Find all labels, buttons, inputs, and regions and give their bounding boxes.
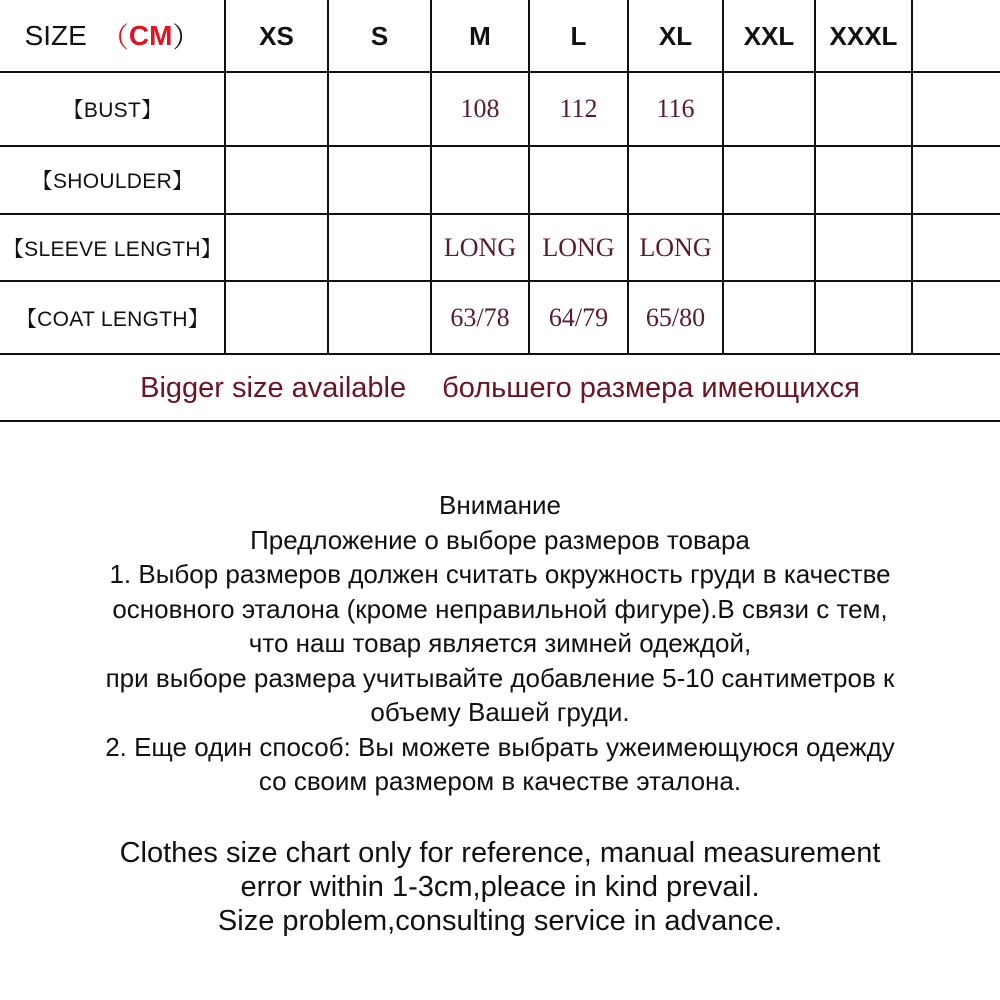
- measurement-cell: [328, 214, 431, 281]
- row-label: 【SHOULDER】: [31, 170, 194, 193]
- reference-line: error within 1-3cm,pleace in kind prevail.: [240, 871, 760, 903]
- measurement-cell: [815, 214, 912, 281]
- notice-line: Предложение о выборе размеров товара: [250, 524, 750, 555]
- notice-line: объему Вашей груди.: [370, 697, 630, 727]
- size-title-open-paren: （: [100, 22, 129, 53]
- size-chart-table: [0, 0, 1000, 355]
- size-title-close-paren: ）: [172, 22, 201, 53]
- reference-block: [0, 836, 1000, 938]
- size-column-header: XXL: [743, 20, 795, 51]
- measurement-cell: [225, 72, 328, 146]
- size-column-header: XS: [259, 20, 294, 51]
- size-column-header: L: [570, 20, 587, 51]
- measurement-cell: [723, 146, 815, 214]
- notice-line: 2. Еще один способ: Вы можете выбрать ужеимеющуюся одежду: [105, 731, 895, 762]
- measurement-cell: [815, 281, 912, 354]
- size-column-header: S: [370, 20, 389, 51]
- measurement-cell: [723, 281, 815, 354]
- measurement-cell: [529, 146, 628, 214]
- measurement-cell: 108: [460, 94, 500, 123]
- notice-title: Внимание: [439, 490, 561, 520]
- row-label: 【BUST】: [62, 99, 163, 122]
- measurement-cell: [628, 146, 723, 214]
- notice-line: что наш товар является зимней одеждой,: [248, 628, 752, 658]
- availability-russian: большего размера имеющихся: [442, 371, 860, 404]
- measurement-cell: [225, 214, 328, 281]
- measurement-cell: [225, 281, 328, 354]
- size-title-unit: CM: [128, 20, 173, 51]
- measurement-cell: LONG: [542, 232, 615, 262]
- size-title-text: SIZE: [24, 20, 87, 51]
- measurement-cell: [815, 146, 912, 214]
- measurement-cell: 64/79: [548, 302, 609, 332]
- notice-block: [0, 488, 1000, 799]
- availability-english: Bigger size available: [140, 371, 407, 404]
- notice-line: основного эталона (кроме неправильной фигуре).В связи с тем,: [112, 593, 888, 624]
- measurement-cell: [225, 146, 328, 214]
- row-label: 【COAT LENGTH】: [15, 307, 210, 331]
- notice-line: 1. Выбор размеров должен считать окружность груди в качестве: [109, 559, 891, 589]
- row-label: 【SLEEVE LENGTH】: [2, 237, 223, 261]
- measurement-cell: [328, 281, 431, 354]
- notice-line: при выборе размера учитывайте добавление 5-10 сантиметров к: [105, 662, 895, 693]
- measurement-cell: [431, 146, 529, 214]
- measurement-cell: 112: [559, 94, 598, 123]
- measurement-cell: [328, 72, 431, 146]
- notice-line: со своим размером в качестве эталона.: [258, 766, 742, 796]
- measurement-cell: LONG: [639, 232, 712, 262]
- size-column-header: XL: [658, 20, 693, 51]
- measurement-cell: LONG: [443, 232, 517, 262]
- availability-row: [0, 356, 1000, 420]
- measurement-cell: 65/80: [645, 302, 706, 332]
- measurement-cell: 116: [656, 94, 695, 123]
- size-header-title: [0, 0, 225, 72]
- measurement-cell: [815, 72, 912, 146]
- reference-line: Clothes size chart only for reference, manual measurement: [119, 837, 881, 869]
- measurement-cell: [723, 72, 815, 146]
- measurement-cell: [723, 214, 815, 281]
- reference-line: Size problem,consulting service in advance.: [217, 905, 783, 937]
- availability-divider: [0, 420, 1000, 422]
- size-column-header: M: [469, 20, 491, 51]
- measurement-cell: [328, 146, 431, 214]
- size-column-header: XXXL: [829, 20, 898, 51]
- measurement-cell: 63/78: [450, 302, 510, 332]
